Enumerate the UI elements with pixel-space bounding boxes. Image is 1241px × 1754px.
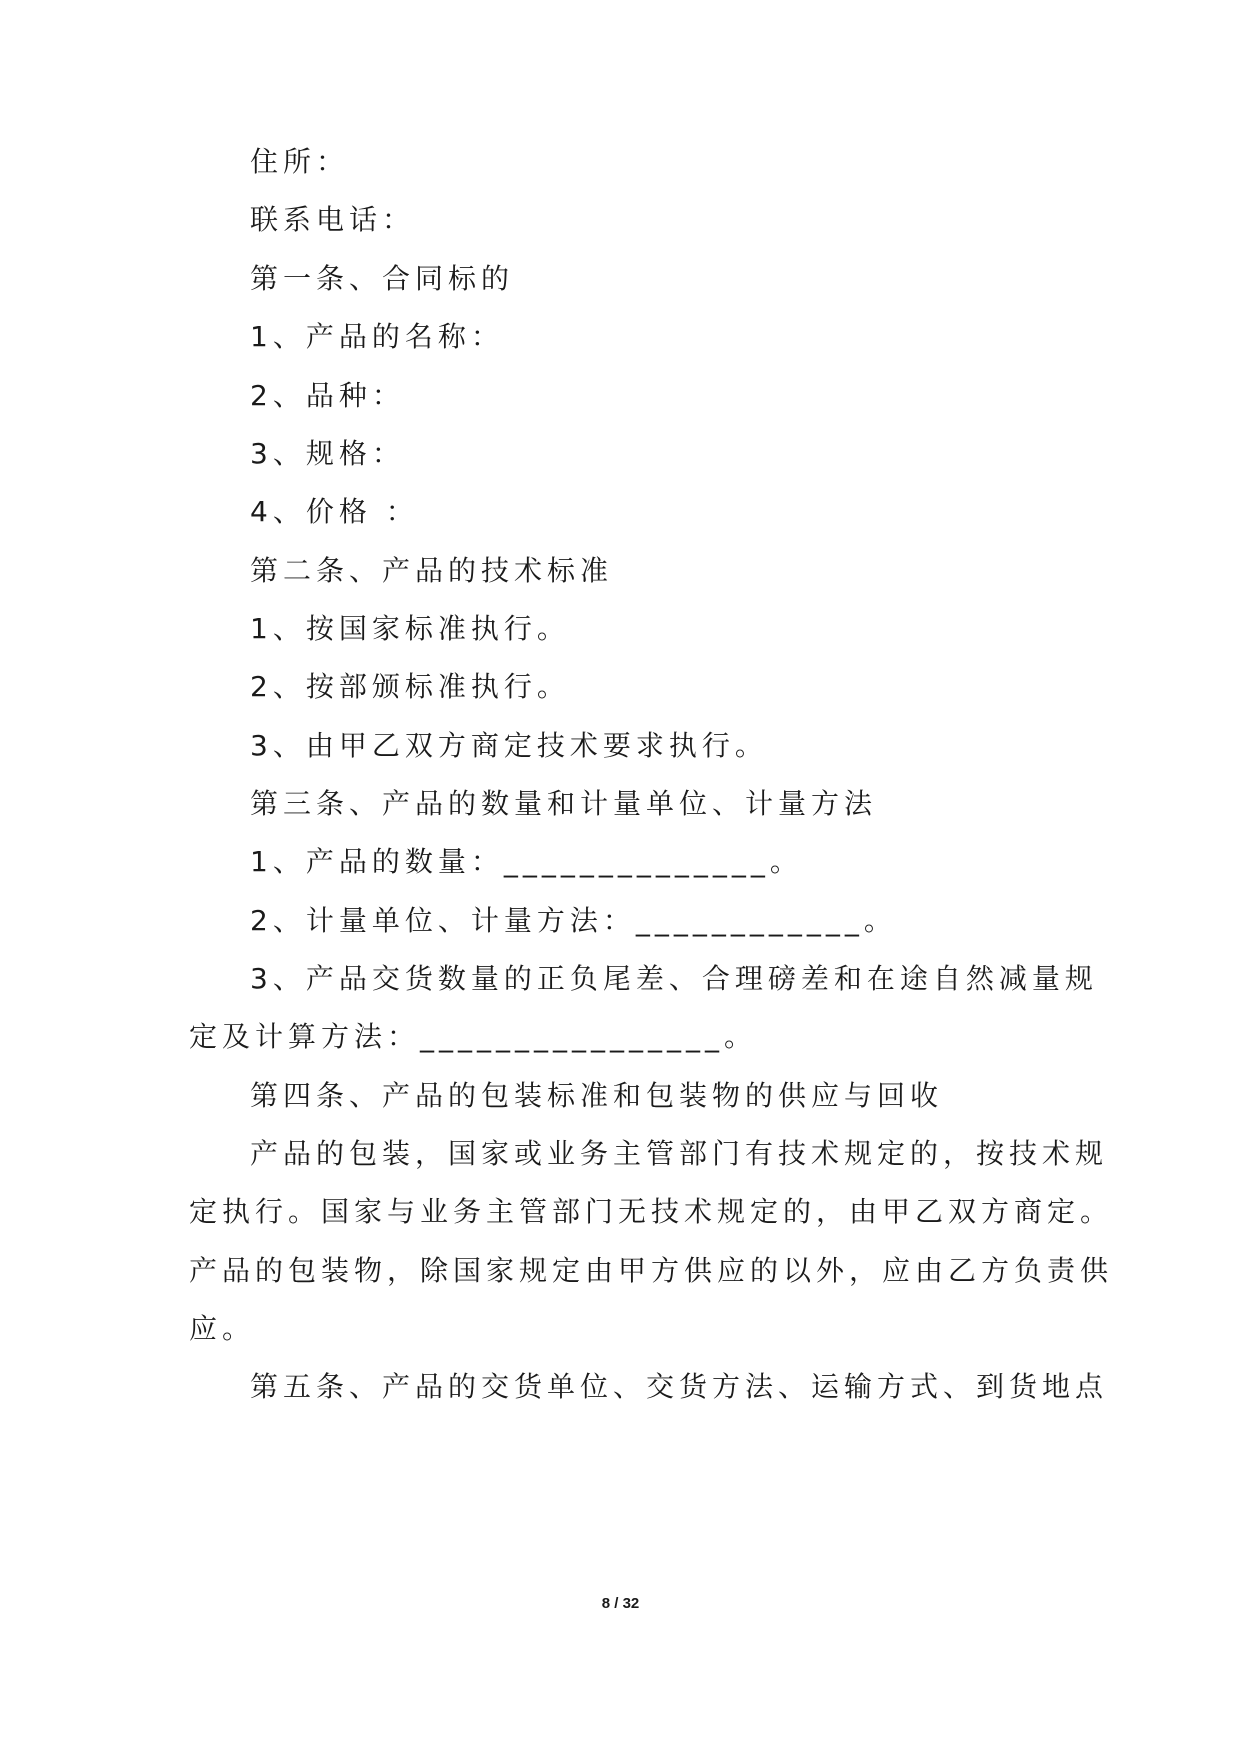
paragraph: 2、品种： — [250, 379, 405, 412]
paragraph: 产品的包装物，除国家规定由甲方供应的以外，应由乙方负责供 — [189, 1254, 1114, 1287]
article-1-heading: 第一条、合同标的 — [250, 262, 515, 295]
paragraph: 1、产品的数量：______________。 — [250, 845, 803, 878]
article-2-heading: 第二条、产品的技术标准 — [250, 554, 614, 587]
paragraph: 1、产品的名称： — [250, 320, 504, 353]
paragraph: 3、产品交货数量的正负尾差、合理磅差和在途自然减量规 — [250, 962, 1098, 995]
address-label: 住所： — [250, 145, 350, 178]
page-number: 8 / 32 — [601, 1595, 640, 1612]
phone-label: 联系电话： — [250, 203, 416, 236]
paragraph: 定执行。国家与业务主管部门无技术规定的，由甲乙双方商定。 — [189, 1195, 1114, 1228]
paragraph: 2、计量单位、计量方法：____________。 — [250, 904, 897, 937]
paragraph: 1、按国家标准执行。 — [250, 612, 570, 645]
article-4-heading: 第四条、产品的包装标准和包装物的供应与回收 — [250, 1079, 944, 1112]
article-5-heading: 第五条、产品的交货单位、交货方法、运输方式、到货地点 — [250, 1370, 1109, 1403]
paragraph: 2、按部颁标准执行。 — [250, 670, 570, 703]
paragraph: 应。 — [189, 1312, 256, 1345]
paragraph: 4、价格 ： — [250, 495, 419, 528]
article-3-heading: 第三条、产品的数量和计量单位、计量方法 — [250, 787, 878, 820]
paragraph: 3、由甲乙双方商定技术要求执行。 — [250, 729, 768, 762]
paragraph: 产品的包装，国家或业务主管部门有技术规定的，按技术规 — [250, 1137, 1109, 1170]
paragraph: 定及计算方法：________________。 — [189, 1020, 758, 1053]
paragraph: 3、规格： — [250, 437, 405, 470]
